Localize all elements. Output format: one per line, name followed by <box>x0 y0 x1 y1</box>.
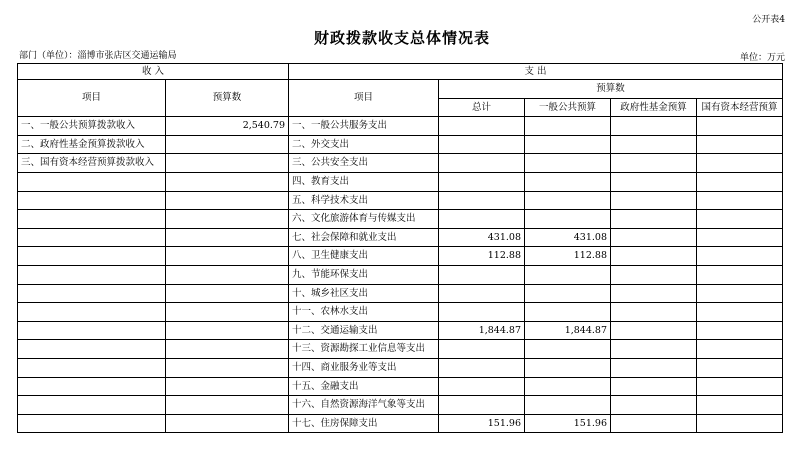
general-budget-cell <box>525 358 611 377</box>
state-capital-cell <box>697 191 783 210</box>
general-budget-cell <box>525 135 611 154</box>
expense-item-cell: 十四、商业服务业等支出 <box>289 358 439 377</box>
total-header: 总计 <box>439 98 525 117</box>
state-capital-cell <box>697 340 783 359</box>
gov-fund-cell <box>611 210 697 229</box>
total-cell <box>439 135 525 154</box>
state-capital-cell <box>697 117 783 136</box>
expense-item-cell: 十三、资源勘探工业信息等支出 <box>289 340 439 359</box>
income-item-cell <box>18 321 166 340</box>
income-amount-cell <box>166 210 289 229</box>
income-item-cell <box>18 284 166 303</box>
unit-label: 单位：万元 <box>739 53 785 63</box>
page-title: 财政拨款收支总体情况表 <box>313 29 490 47</box>
general-budget-cell <box>525 154 611 173</box>
table-row <box>18 154 783 173</box>
expense-item-cell: 五、科学技术支出 <box>289 191 439 210</box>
income-amount-cell <box>166 228 289 247</box>
general-budget-cell <box>525 172 611 191</box>
total-cell <box>439 265 525 284</box>
expense-item-cell: 十、城乡社区支出 <box>289 284 439 303</box>
income-item-cell: 三、国有资本经营预算拨款收入 <box>18 154 166 173</box>
general-budget-cell: 431.08 <box>525 228 611 247</box>
income-item-cell <box>18 414 166 433</box>
income-amount-cell <box>166 414 289 433</box>
budget-group-header: 预算数 <box>439 80 783 99</box>
state-capital-header: 国有资本经营预算 <box>697 98 783 117</box>
income-amount-cell <box>166 247 289 266</box>
income-item-cell: 一、一般公共预算拨款收入 <box>18 117 166 136</box>
general-budget-cell: 1,844.87 <box>525 321 611 340</box>
income-item-header: 项目 <box>18 80 166 117</box>
income-amount-cell <box>166 377 289 396</box>
total-cell <box>439 210 525 229</box>
table-row <box>18 191 783 210</box>
state-capital-cell <box>697 228 783 247</box>
state-capital-cell <box>697 377 783 396</box>
expense-item-cell: 九、节能环保支出 <box>289 265 439 284</box>
expense-item-cell: 七、社会保障和就业支出 <box>289 228 439 247</box>
income-amount-cell <box>166 396 289 415</box>
income-item-cell <box>18 396 166 415</box>
income-amount-cell <box>166 321 289 340</box>
income-item-cell <box>18 358 166 377</box>
total-cell <box>439 172 525 191</box>
total-cell: 112.88 <box>439 247 525 266</box>
table-row <box>18 396 783 415</box>
general-budget-cell <box>525 210 611 229</box>
gov-fund-header: 政府性基金预算 <box>611 98 697 117</box>
general-budget-cell: 112.88 <box>525 247 611 266</box>
gov-fund-cell <box>611 154 697 173</box>
total-cell <box>439 377 525 396</box>
state-capital-cell <box>697 358 783 377</box>
income-amount-cell <box>166 135 289 154</box>
expense-item-cell: 六、文化旅游体育与传媒支出 <box>289 210 439 229</box>
expense-item-cell: 二、外交支出 <box>289 135 439 154</box>
gov-fund-cell <box>611 247 697 266</box>
state-capital-cell <box>697 321 783 340</box>
gov-fund-cell <box>611 358 697 377</box>
income-header: 收 入 <box>18 64 289 80</box>
general-budget-cell <box>525 265 611 284</box>
gov-fund-cell <box>611 396 697 415</box>
expense-item-cell: 十六、自然资源海洋气象等支出 <box>289 396 439 415</box>
income-item-cell <box>18 172 166 191</box>
state-capital-cell <box>697 414 783 433</box>
expense-item-cell: 十七、住房保障支出 <box>289 414 439 433</box>
total-cell: 431.08 <box>439 228 525 247</box>
total-cell <box>439 340 525 359</box>
gov-fund-cell <box>611 340 697 359</box>
income-item-cell: 二、政府性基金预算拨款收入 <box>18 135 166 154</box>
table-row <box>18 377 783 396</box>
income-amount-cell <box>166 172 289 191</box>
income-item-cell <box>18 247 166 266</box>
total-cell: 1,844.87 <box>439 321 525 340</box>
gov-fund-cell <box>611 303 697 322</box>
gov-fund-cell <box>611 228 697 247</box>
table-row <box>18 247 783 266</box>
total-cell <box>439 396 525 415</box>
income-item-cell <box>18 228 166 247</box>
table-row <box>18 228 783 247</box>
income-amount-cell <box>166 340 289 359</box>
expense-item-cell: 四、教育支出 <box>289 172 439 191</box>
table-row <box>18 210 783 229</box>
income-amount-cell <box>166 265 289 284</box>
total-cell <box>439 117 525 136</box>
gov-fund-cell <box>611 377 697 396</box>
income-item-cell <box>18 265 166 284</box>
state-capital-cell <box>697 154 783 173</box>
income-item-cell <box>18 191 166 210</box>
expense-item-header: 项目 <box>289 80 439 117</box>
table-row <box>18 414 783 433</box>
income-item-cell <box>18 303 166 322</box>
income-amount-cell <box>166 358 289 377</box>
state-capital-cell <box>697 265 783 284</box>
department-label: 部门（单位）：淄博市张店区交通运输局 <box>19 51 177 61</box>
table-row <box>18 321 783 340</box>
table-row <box>18 265 783 284</box>
income-item-cell <box>18 340 166 359</box>
income-amount-cell: 2,540.79 <box>166 117 289 136</box>
general-budget-cell <box>525 303 611 322</box>
gov-fund-cell <box>611 117 697 136</box>
general-budget-cell <box>525 284 611 303</box>
total-cell <box>439 358 525 377</box>
table-row <box>18 284 783 303</box>
income-item-cell <box>18 377 166 396</box>
income-amount-cell <box>166 191 289 210</box>
income-amount-cell <box>166 154 289 173</box>
state-capital-cell <box>697 210 783 229</box>
table-row <box>18 135 783 154</box>
total-cell <box>439 191 525 210</box>
expense-item-cell: 十五、金融支出 <box>289 377 439 396</box>
state-capital-cell <box>697 135 783 154</box>
budget-table <box>17 63 783 433</box>
expense-header: 支 出 <box>289 64 783 80</box>
income-budget-header: 预算数 <box>166 80 289 117</box>
gov-fund-cell <box>611 321 697 340</box>
table-row <box>18 172 783 191</box>
expense-item-cell: 十一、农林水支出 <box>289 303 439 322</box>
gov-fund-cell <box>611 414 697 433</box>
gov-fund-cell <box>611 191 697 210</box>
general-budget-cell <box>525 117 611 136</box>
expense-item-cell: 八、卫生健康支出 <box>289 247 439 266</box>
state-capital-cell <box>697 303 783 322</box>
gov-fund-cell <box>611 284 697 303</box>
general-budget-cell <box>525 377 611 396</box>
total-cell <box>439 154 525 173</box>
state-capital-cell <box>697 172 783 191</box>
total-cell: 151.96 <box>439 414 525 433</box>
gov-fund-cell <box>611 172 697 191</box>
general-budget-header: 一般公共预算 <box>525 98 611 117</box>
income-amount-cell <box>166 303 289 322</box>
total-cell <box>439 303 525 322</box>
expense-item-cell: 一、一般公共服务支出 <box>289 117 439 136</box>
expense-item-cell: 十二、交通运输支出 <box>289 321 439 340</box>
general-budget-cell <box>525 191 611 210</box>
general-budget-cell <box>525 340 611 359</box>
table-row <box>18 340 783 359</box>
general-budget-cell: 151.96 <box>525 414 611 433</box>
gov-fund-cell <box>611 135 697 154</box>
gov-fund-cell <box>611 265 697 284</box>
state-capital-cell <box>697 247 783 266</box>
table-row <box>18 117 783 136</box>
total-cell <box>439 284 525 303</box>
table-row <box>18 358 783 377</box>
state-capital-cell <box>697 284 783 303</box>
general-budget-cell <box>525 396 611 415</box>
state-capital-cell <box>697 396 783 415</box>
expense-item-cell: 三、公共安全支出 <box>289 154 439 173</box>
income-amount-cell <box>166 284 289 303</box>
income-item-cell <box>18 210 166 229</box>
form-tag: 公开表4 <box>752 15 785 25</box>
table-row <box>18 303 783 322</box>
